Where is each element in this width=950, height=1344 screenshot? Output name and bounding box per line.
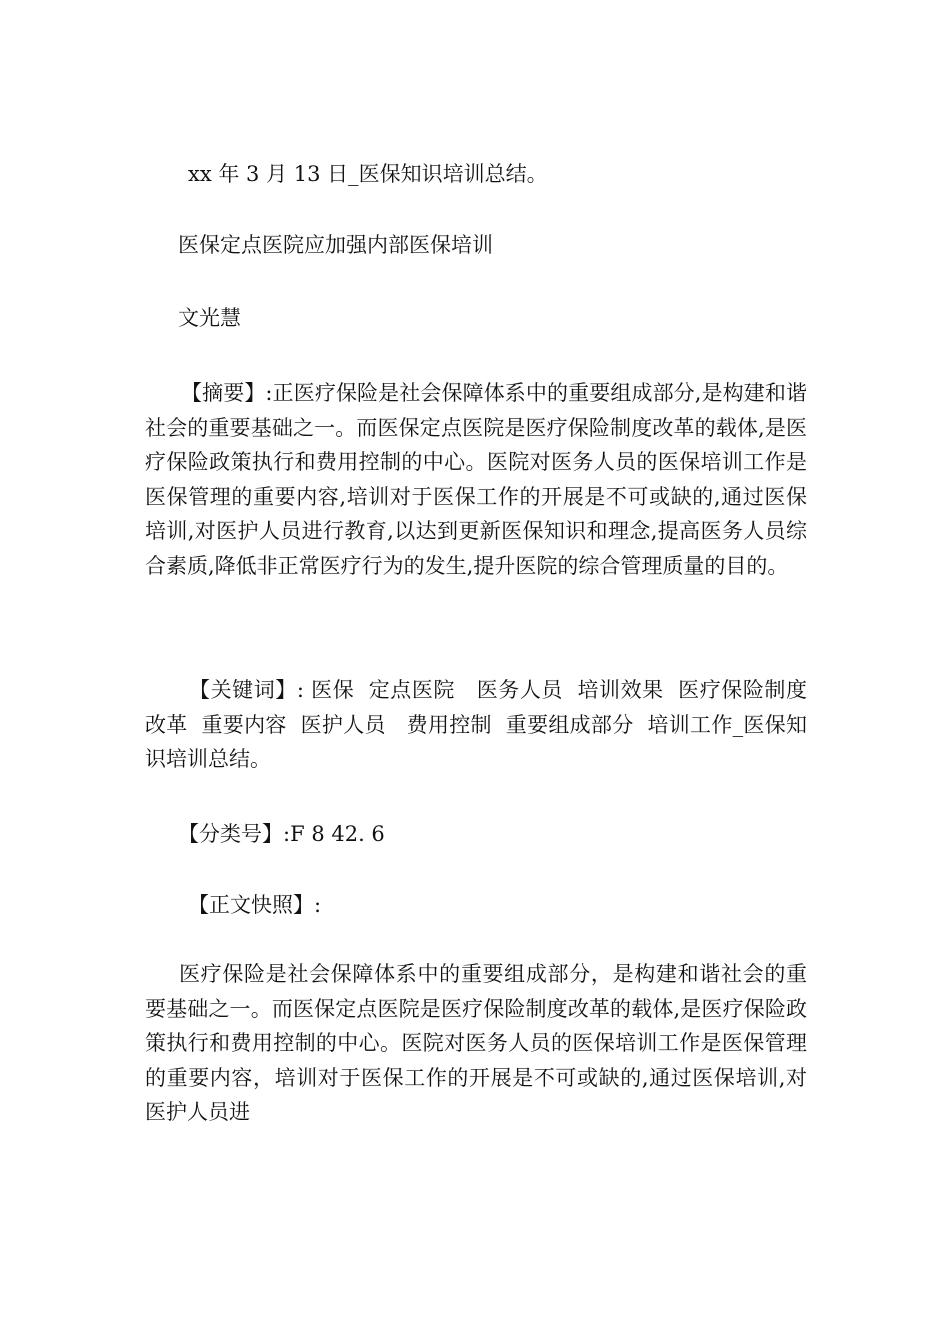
abstract-text: 【摘要】:正医疗保险是社会保障体系中的重要组成部分,是构建和谐社会的重要基础之一。而医保定点医院是医疗保险制度改革的载体,是医疗保险政策执行和费用控制的中心。医院对医务人员的医保培训工作是医保管理的重要内容,培训对于医保工作的开展是不可或缺的,通过医保培训,对医护人员进行教育,以达到更新医保知识和理念,提高医务人员综合素质,降低非正常医疗行为的发生,提升医院的综合管理质量的目的。 [145,381,807,578]
author-name: 文光慧 [178,306,241,330]
document-title: 医保定点医院应加强内部医保培训 [178,233,493,257]
date-line: xx 年 3 月 13 日_医保知识培训总结。 [188,162,548,186]
body-paragraph [145,957,807,1130]
abstract-paragraph [145,376,807,583]
snapshot-label: 【正文快照】: [188,893,322,917]
body-text: 医疗保险是社会保障体系中的重要组成部分，是构建和谐社会的重要基础之一。而医保定点医院是医疗保险制度改革的载体,是医疗保险政策执行和费用控制的中心。医院对医务人员的医保培训工作是医保管理的重要内容，培训对于医保工作的开展是不可或缺的,通过医保培训,对医护人员进 [145,962,807,1124]
classification-line: 【分类号】:F 8 42. 6 [178,822,385,846]
keywords-text: 【关键词】: 医保 定点医院 医务人员 培训效果 医疗保险制度改革 重要内容 医护人员 费用控制 重要组成部分 培训工作_医保知识培训总结。 [145,678,807,771]
keywords-paragraph [145,673,807,777]
